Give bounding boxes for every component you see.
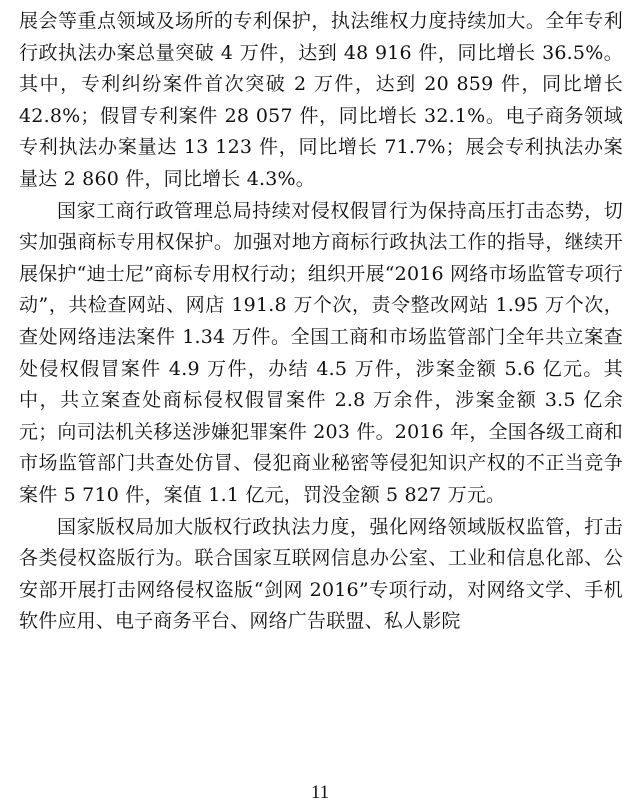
paragraph-copyright-enforcement: 国家版权局加大版权行政执法力度，强化网络领域版权监管，打击各类侵权盗版行为。联合国家互联网信息办公室、工业和信息化部、公安部开展打击网络侵权盗版“剑网 2016”专项行动，对网络文学、手机软件应用、电子商务平台、网络广告联盟、私人影院 bbox=[19, 515, 623, 633]
page-number: 11 bbox=[310, 782, 330, 803]
paragraph-trademark-enforcement: 国家工商行政管理总局持续对侵权假冒行为保持高压打击态势，切实加强商标专用权保护。加强对地方商标行政执法工作的指导，继续开展保护“迪士尼”商标专用权行动；组织开展“2016 网络市场监管专项行动”，共检查网站、网店 191.8 万个次，责令整改网站 1.95 万个次，查处网络违法案件 1.34 万件。全国工商和市场监管部门全年共立案查处侵权假冒案件 4.9 万件，办结 4.5 万件，涉案金额 5.6 亿元。其中，共立案查处商标侵权假冒案件 2.8 万余件，涉案金额 3.5 亿余元；向司法机关移送涉嫌犯罪案件 203 件。2016 年，全国各级工商和市场监管部门共查处仿冒、侵犯商业秘密等侵犯知识产权的不正当竞争案件 5 710 件，案值 1.1 亿元，罚没金额 5 827 万元。 bbox=[19, 199, 623, 506]
paragraph-patent-enforcement: 展会等重点领域及场所的专利保护，执法维权力度持续加大。全年专利行政执法办案总量突破 4 万件，达到 48 916 件，同比增长 36.5%。其中，专利纠纷案件首次突破 2 万件，达到 20 859 件，同比增长 42.8%；假冒专利案件 28 057 件，同比增长 32.1%。电子商务领域专利执法办案量达 13 123 件，同比增长 71.7%；展会专利执法办案量达 2 860 件，同比增长 4.3%。 bbox=[19, 10, 623, 190]
document-body bbox=[19, 6, 623, 638]
